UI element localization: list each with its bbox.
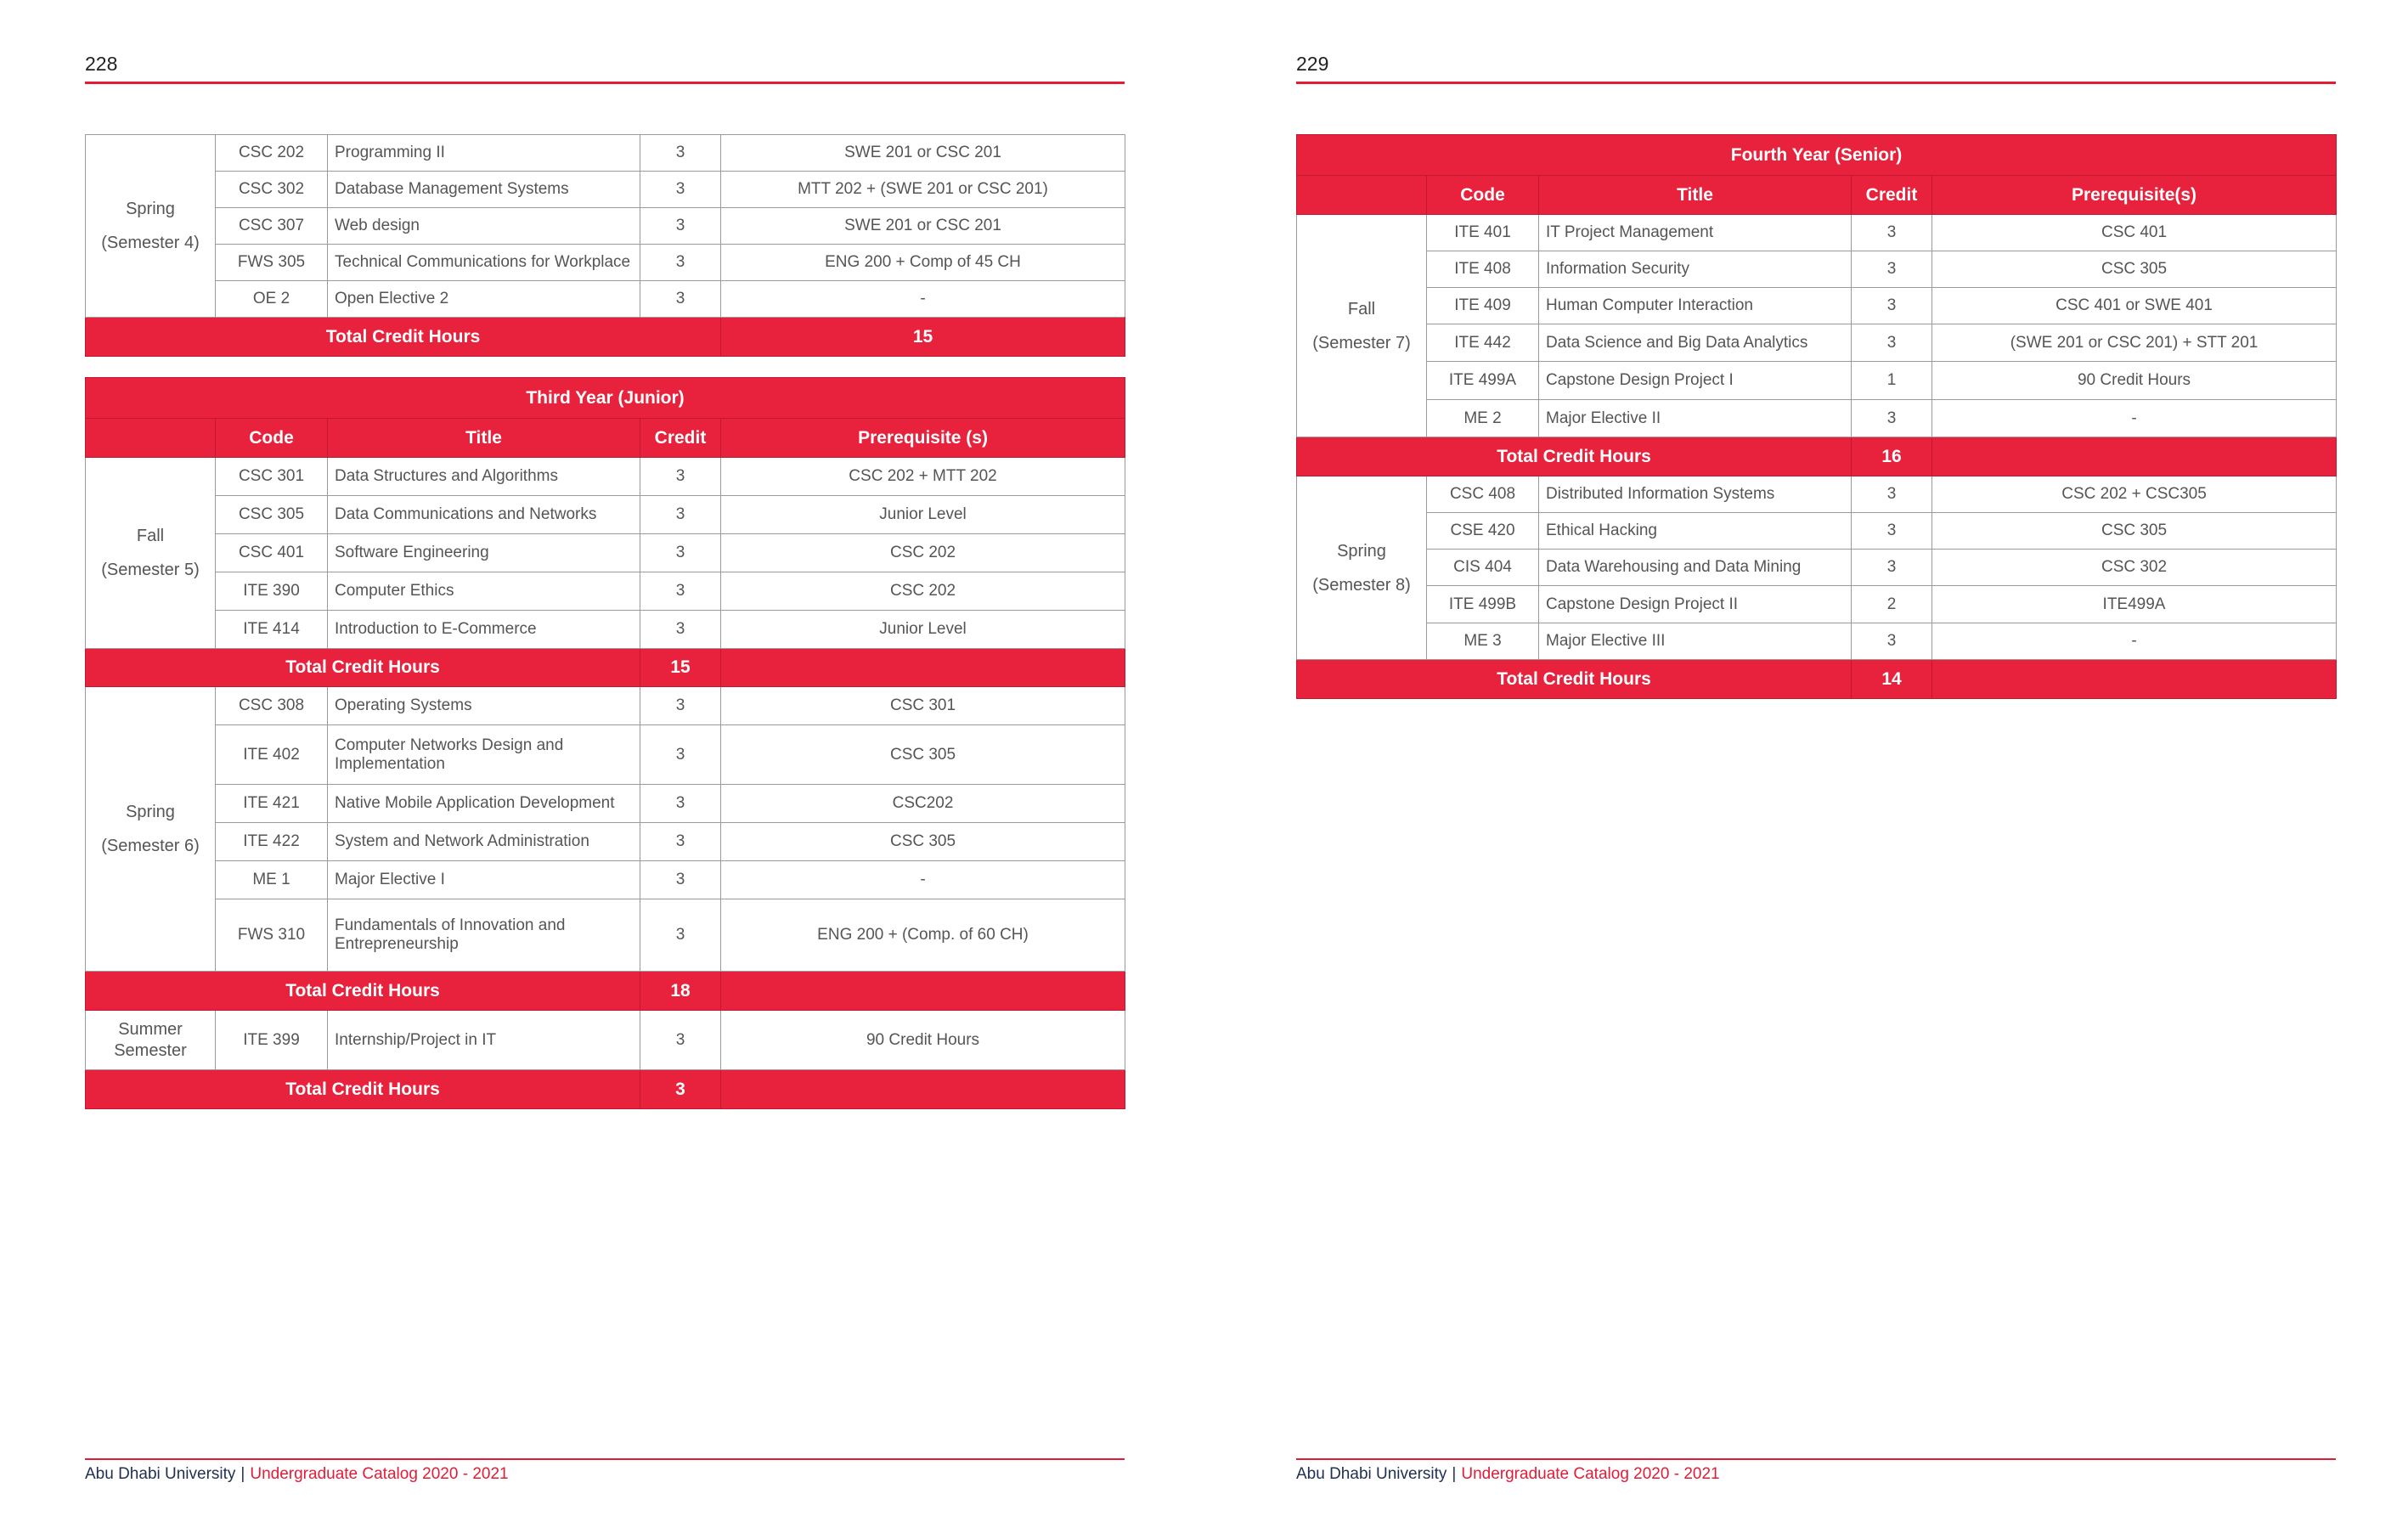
course-prereq: CSC202	[721, 785, 1125, 823]
course-code: ITE 408	[1427, 251, 1539, 288]
header-prereq: Prerequisite (s)	[721, 419, 1125, 458]
course-prereq: -	[1932, 623, 2337, 660]
course-credit: 3	[640, 861, 721, 899]
course-prereq: SWE 201 or CSC 201	[721, 208, 1125, 245]
course-title: Data Warehousing and Data Mining	[1539, 550, 1852, 586]
course-title: Major Elective I	[328, 861, 640, 899]
course-prereq: CSC 305	[721, 725, 1125, 785]
table-row	[86, 208, 1125, 245]
footer-catalog: Undergraduate Catalog 2020 - 2021	[1461, 1465, 1720, 1483]
course-code: ITE 422	[216, 823, 328, 861]
total-spacer	[721, 649, 1125, 687]
course-credit: 3	[640, 687, 721, 725]
table-row	[1297, 324, 2337, 362]
course-title: Operating Systems	[328, 687, 640, 725]
year-title: Fourth Year (Senior)	[1297, 135, 2337, 176]
table-row	[86, 823, 1125, 861]
course-code: ME 1	[216, 861, 328, 899]
course-title: Internship/Project in IT	[328, 1011, 640, 1070]
course-credit: 3	[640, 281, 721, 318]
semester-label: Fall (Semester 5)	[86, 458, 216, 649]
course-code: ITE 401	[1427, 215, 1539, 251]
year-title-row	[86, 378, 1125, 419]
header-credit: Credit	[640, 419, 721, 458]
table-row	[86, 281, 1125, 318]
footer-rule	[1296, 1458, 2336, 1460]
header-row	[86, 419, 1125, 458]
course-prereq: ENG 200 + (Comp. of 60 CH)	[721, 899, 1125, 972]
course-credit: 3	[640, 245, 721, 281]
table-row	[1297, 288, 2337, 324]
course-prereq: CSC 302	[1932, 550, 2337, 586]
course-code: OE 2	[216, 281, 328, 318]
table-row	[86, 135, 1125, 172]
course-prereq: ENG 200 + Comp of 45 CH	[721, 245, 1125, 281]
course-title: Computer Ethics	[328, 572, 640, 611]
header-prereq: Prerequisite(s)	[1932, 176, 2337, 215]
course-prereq: SWE 201 or CSC 201	[721, 135, 1125, 172]
course-code: CSC 401	[216, 534, 328, 572]
table-row	[86, 245, 1125, 281]
table-row	[86, 725, 1125, 785]
table-row	[1297, 400, 2337, 437]
table-row	[1297, 476, 2337, 513]
fourth-year-table	[1296, 134, 2337, 699]
header-row	[1297, 176, 2337, 215]
course-credit: 3	[1852, 400, 1932, 437]
course-credit: 3	[1852, 251, 1932, 288]
page-number: 229	[1296, 53, 1329, 75]
course-code: CSC 307	[216, 208, 328, 245]
header-title: Title	[328, 419, 640, 458]
total-row	[1297, 660, 2337, 699]
table-row	[1297, 623, 2337, 660]
semester-label: Spring (Semester 8)	[1297, 476, 1427, 660]
course-credit: 3	[640, 823, 721, 861]
course-prereq: CSC 305	[1932, 251, 2337, 288]
course-credit: 3	[640, 785, 721, 823]
course-title: Information Security	[1539, 251, 1852, 288]
table-row	[1297, 513, 2337, 550]
semester-label: Spring (Semester 4)	[86, 135, 216, 318]
table-row	[86, 572, 1125, 611]
total-row	[86, 1070, 1125, 1109]
header-credit: Credit	[1852, 176, 1932, 215]
table-row	[86, 687, 1125, 725]
course-credit: 3	[1852, 513, 1932, 550]
course-title: System and Network Administration	[328, 823, 640, 861]
header-blank	[86, 419, 216, 458]
course-code: ITE 442	[1427, 324, 1539, 362]
course-credit: 3	[640, 1011, 721, 1070]
course-title: Fundamentals of Innovation and Entrepreneurship	[328, 899, 640, 972]
header-code: Code	[216, 419, 328, 458]
course-credit: 3	[1852, 324, 1932, 362]
total-label: Total Credit Hours	[86, 972, 640, 1011]
total-value: 15	[721, 318, 1125, 357]
course-credit: 3	[1852, 623, 1932, 660]
total-row	[86, 972, 1125, 1011]
course-title: Ethical Hacking	[1539, 513, 1852, 550]
course-code: FWS 310	[216, 899, 328, 972]
course-code: CSC 301	[216, 458, 328, 496]
course-prereq: Junior Level	[721, 496, 1125, 534]
course-credit: 3	[1852, 288, 1932, 324]
right-page	[1296, 0, 2336, 1539]
table-row	[86, 611, 1125, 649]
course-credit: 3	[640, 496, 721, 534]
course-code: CIS 404	[1427, 550, 1539, 586]
total-value: 18	[640, 972, 721, 1011]
footer-university: Abu Dhabi University	[1296, 1465, 1447, 1483]
course-code: ITE 499A	[1427, 362, 1539, 400]
table-row	[1297, 586, 2337, 623]
total-spacer	[721, 972, 1125, 1011]
course-prereq: CSC 305	[721, 823, 1125, 861]
course-credit: 3	[1852, 476, 1932, 513]
course-prereq: CSC 401	[1932, 215, 2337, 251]
left-page	[85, 0, 1125, 1539]
total-row	[1297, 437, 2337, 476]
table-row	[1297, 362, 2337, 400]
table-row	[86, 496, 1125, 534]
table-row	[86, 1011, 1125, 1070]
course-title: Distributed Information Systems	[1539, 476, 1852, 513]
footer	[1296, 1465, 1720, 1484]
course-title: Computer Networks Design and Implementation	[328, 725, 640, 785]
footer-rule	[85, 1458, 1125, 1460]
semester-label: Summer Semester	[86, 1011, 216, 1070]
total-label: Total Credit Hours	[86, 1070, 640, 1109]
course-title: Web design	[328, 208, 640, 245]
header-rule	[1296, 82, 2336, 84]
total-value: 3	[640, 1070, 721, 1109]
course-credit: 3	[640, 458, 721, 496]
course-code: CSC 408	[1427, 476, 1539, 513]
total-spacer	[1932, 660, 2337, 699]
course-prereq: -	[1932, 400, 2337, 437]
third-year-table	[85, 377, 1125, 1109]
course-code: ITE 390	[216, 572, 328, 611]
course-prereq: MTT 202 + (SWE 201 or CSC 201)	[721, 172, 1125, 208]
course-title: Human Computer Interaction	[1539, 288, 1852, 324]
course-title: Data Communications and Networks	[328, 496, 640, 534]
course-title: Native Mobile Application Development	[328, 785, 640, 823]
course-title: Open Elective 2	[328, 281, 640, 318]
course-title: Major Elective III	[1539, 623, 1852, 660]
table-row	[86, 172, 1125, 208]
course-prereq: (SWE 201 or CSC 201) + STT 201	[1932, 324, 2337, 362]
course-prereq: CSC 202	[721, 572, 1125, 611]
footer-separator: |	[240, 1465, 245, 1483]
footer	[85, 1465, 509, 1484]
total-label: Total Credit Hours	[86, 649, 640, 687]
course-prereq: -	[721, 281, 1125, 318]
course-code: CSE 420	[1427, 513, 1539, 550]
course-prereq: CSC 202	[721, 534, 1125, 572]
course-code: ITE 409	[1427, 288, 1539, 324]
course-code: ME 2	[1427, 400, 1539, 437]
course-title: Data Science and Big Data Analytics	[1539, 324, 1852, 362]
course-code: CSC 305	[216, 496, 328, 534]
course-prereq: Junior Level	[721, 611, 1125, 649]
course-title: Programming II	[328, 135, 640, 172]
total-value: 16	[1852, 437, 1932, 476]
table-row	[1297, 550, 2337, 586]
header-rule	[85, 82, 1125, 84]
table-row	[86, 861, 1125, 899]
course-title: IT Project Management	[1539, 215, 1852, 251]
course-prereq: CSC 305	[1932, 513, 2337, 550]
total-label: Total Credit Hours	[1297, 437, 1852, 476]
course-title: Technical Communications for Workplace	[328, 245, 640, 281]
semester-label: Fall (Semester 7)	[1297, 215, 1427, 437]
course-code: ITE 499B	[1427, 586, 1539, 623]
course-prereq: 90 Credit Hours	[1932, 362, 2337, 400]
year-title-row	[1297, 135, 2337, 176]
course-title: Introduction to E-Commerce	[328, 611, 640, 649]
page-number: 228	[85, 53, 118, 75]
course-credit: 3	[640, 172, 721, 208]
table-row	[86, 458, 1125, 496]
course-code: CSC 308	[216, 687, 328, 725]
course-title: Capstone Design Project I	[1539, 362, 1852, 400]
total-value: 14	[1852, 660, 1932, 699]
course-credit: 3	[640, 725, 721, 785]
table-row	[86, 899, 1125, 972]
course-credit: 3	[640, 899, 721, 972]
course-credit: 1	[1852, 362, 1932, 400]
total-row	[86, 318, 1125, 357]
table-row	[86, 785, 1125, 823]
course-prereq: CSC 202 + CSC305	[1932, 476, 2337, 513]
course-prereq: CSC 401 or SWE 401	[1932, 288, 2337, 324]
course-title: Database Management Systems	[328, 172, 640, 208]
course-prereq: CSC 202 + MTT 202	[721, 458, 1125, 496]
course-title: Capstone Design Project II	[1539, 586, 1852, 623]
course-credit: 3	[1852, 215, 1932, 251]
table-row	[1297, 251, 2337, 288]
course-code: CSC 202	[216, 135, 328, 172]
course-code: CSC 302	[216, 172, 328, 208]
year-title: Third Year (Junior)	[86, 378, 1125, 419]
total-spacer	[1932, 437, 2337, 476]
total-label: Total Credit Hours	[86, 318, 721, 357]
course-prereq: 90 Credit Hours	[721, 1011, 1125, 1070]
course-title: Software Engineering	[328, 534, 640, 572]
semester-4-table	[85, 134, 1125, 357]
course-title: Major Elective II	[1539, 400, 1852, 437]
course-code: FWS 305	[216, 245, 328, 281]
course-credit: 3	[640, 135, 721, 172]
table-row	[1297, 215, 2337, 251]
header-blank	[1297, 176, 1427, 215]
course-prereq: -	[721, 861, 1125, 899]
course-credit: 3	[640, 572, 721, 611]
course-code: ITE 414	[216, 611, 328, 649]
footer-catalog: Undergraduate Catalog 2020 - 2021	[250, 1465, 509, 1483]
course-credit: 3	[640, 534, 721, 572]
course-prereq: ITE499A	[1932, 586, 2337, 623]
course-title: Data Structures and Algorithms	[328, 458, 640, 496]
header-title: Title	[1539, 176, 1852, 215]
header-code: Code	[1427, 176, 1539, 215]
footer-university: Abu Dhabi University	[85, 1465, 236, 1483]
total-value: 15	[640, 649, 721, 687]
course-credit: 3	[640, 611, 721, 649]
course-credit: 3	[640, 208, 721, 245]
semester-label: Spring (Semester 6)	[86, 687, 216, 972]
course-code: ME 3	[1427, 623, 1539, 660]
total-spacer	[721, 1070, 1125, 1109]
course-credit: 2	[1852, 586, 1932, 623]
total-row	[86, 649, 1125, 687]
total-label: Total Credit Hours	[1297, 660, 1852, 699]
table-row	[86, 534, 1125, 572]
course-code: ITE 421	[216, 785, 328, 823]
course-code: ITE 402	[216, 725, 328, 785]
course-prereq: CSC 301	[721, 687, 1125, 725]
course-credit: 3	[1852, 550, 1932, 586]
course-code: ITE 399	[216, 1011, 328, 1070]
footer-separator: |	[1452, 1465, 1457, 1483]
